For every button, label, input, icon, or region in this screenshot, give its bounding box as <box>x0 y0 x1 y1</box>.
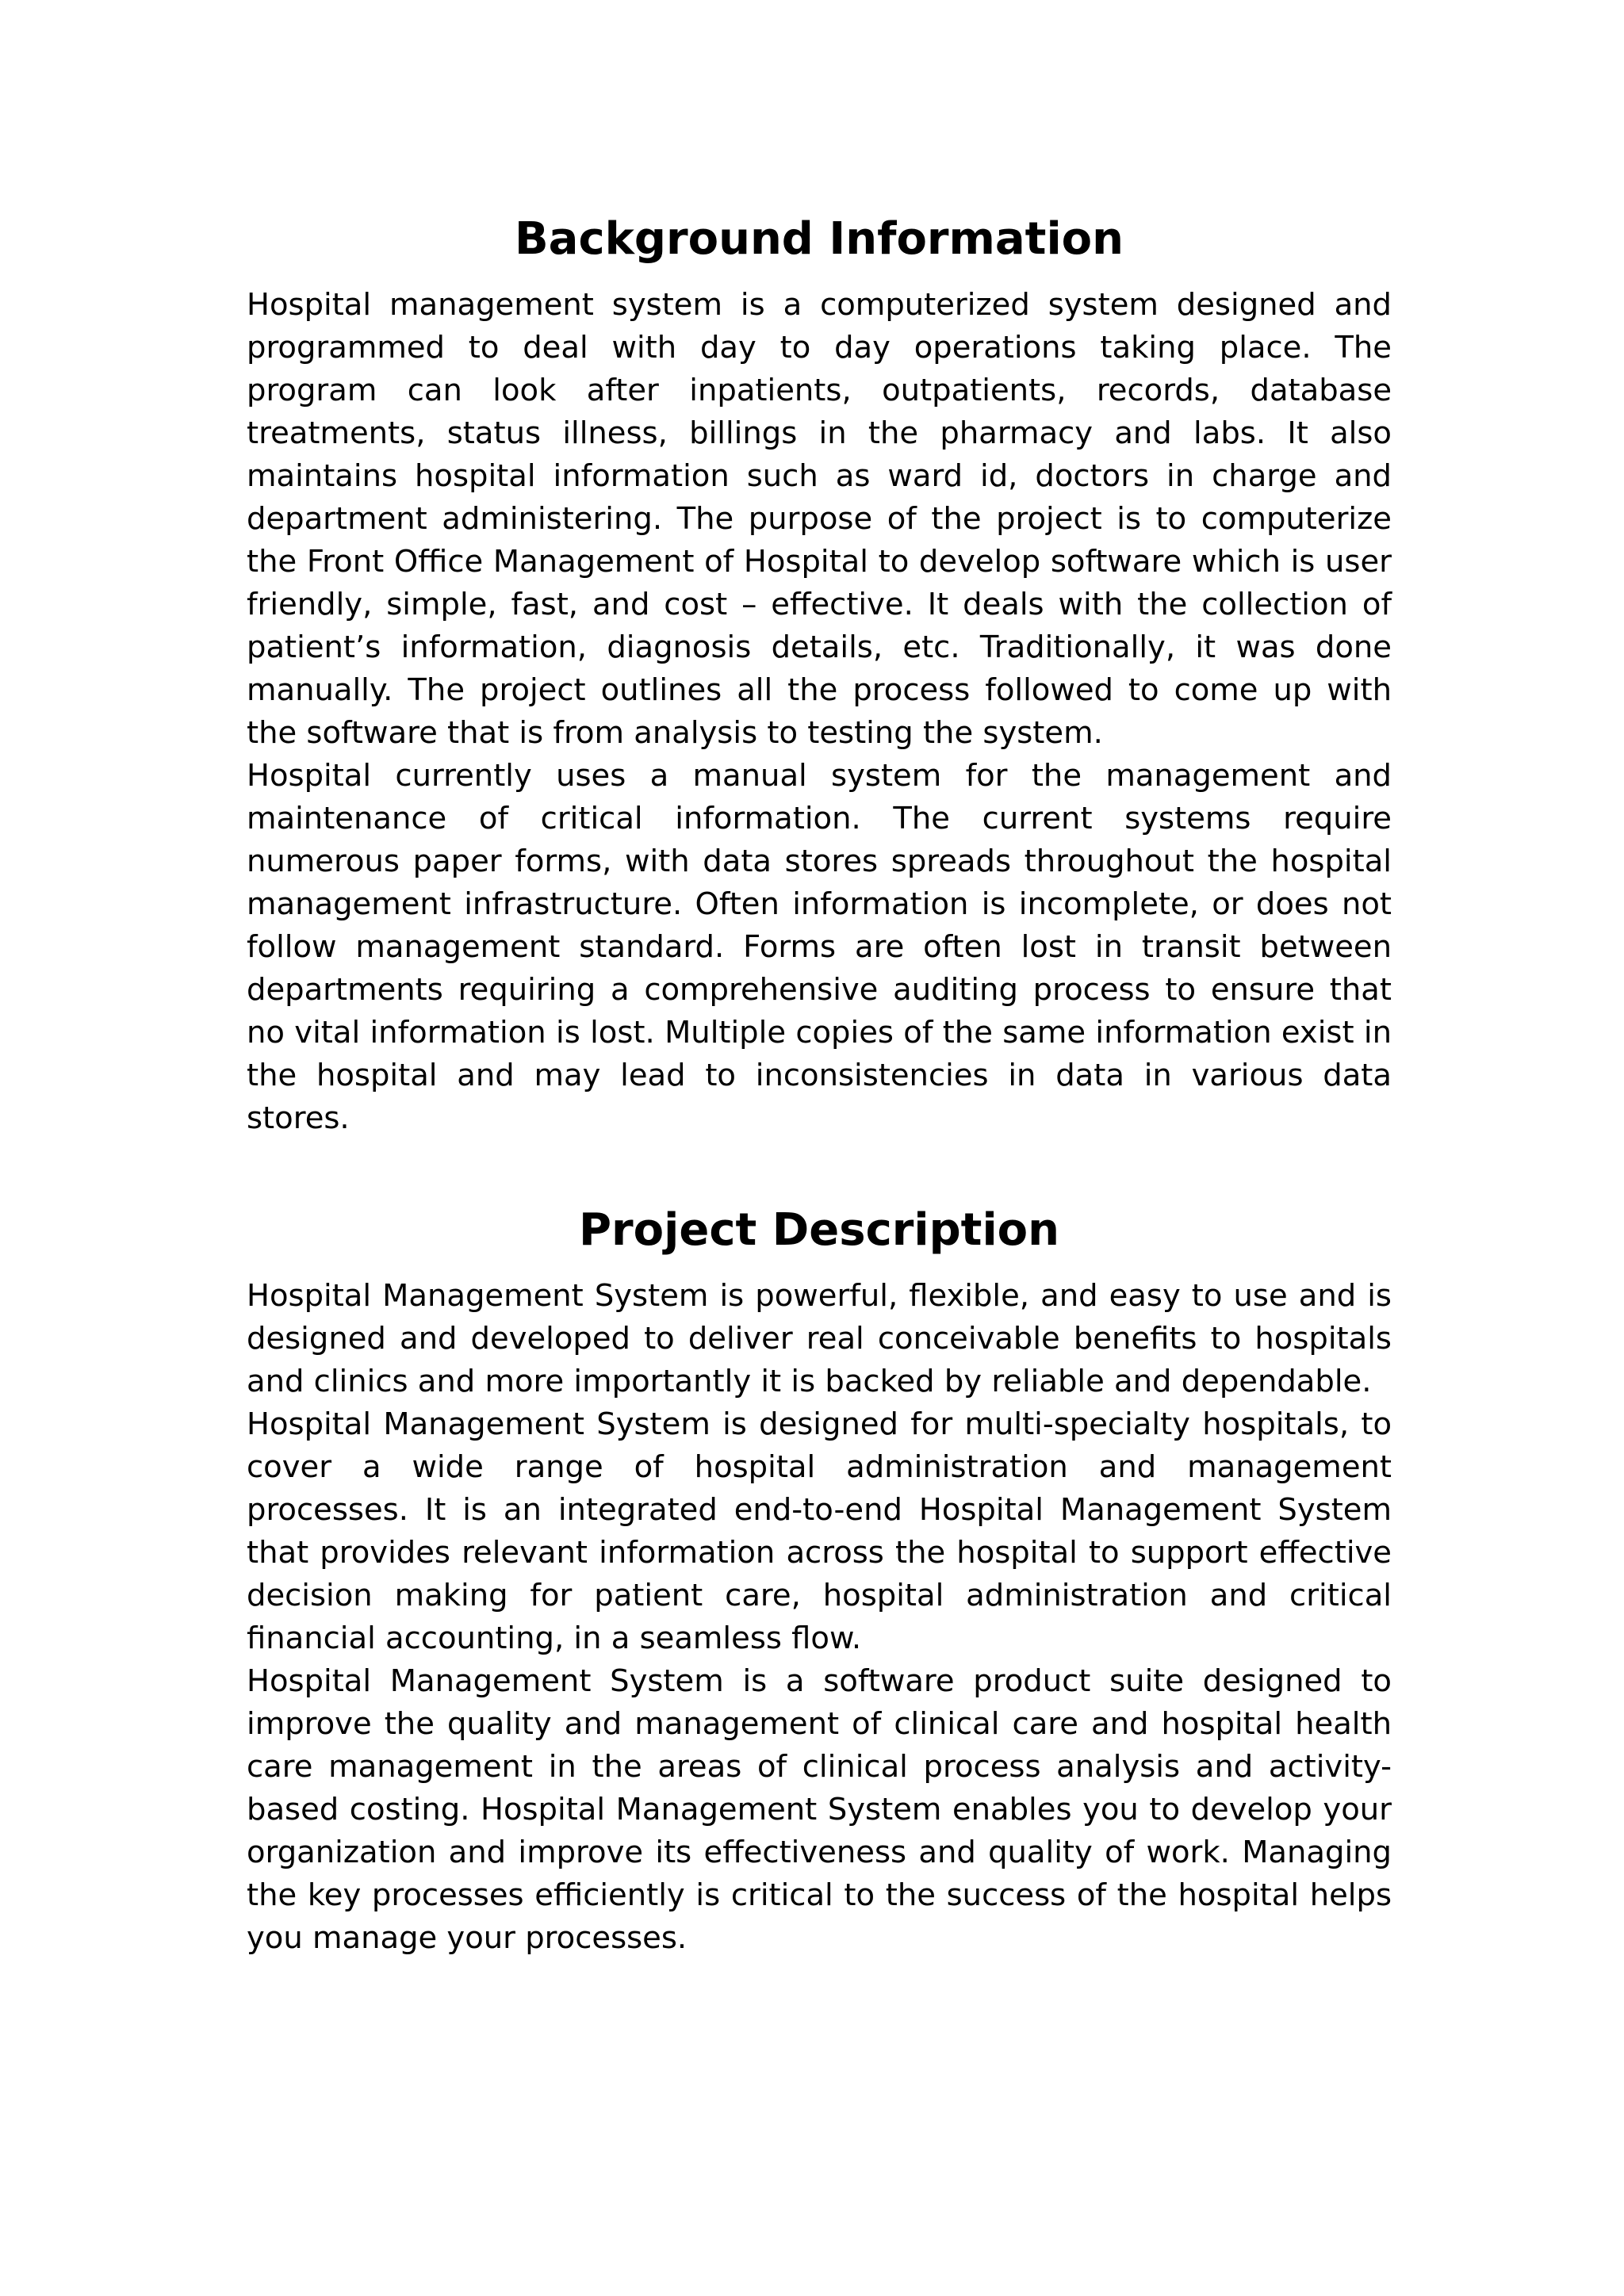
section-title-project-description: Project Description <box>579 1204 1059 1256</box>
document-page <box>247 208 1392 1960</box>
background-paragraph-2: Hospital currently uses a manual system for the management and maintenance of critical information. The current systems require numerous paper forms, with data stores spreads throughout the hospital management infrastructure. Often information is incomplete, or does not follow management standard. Forms are often lost in transit between departments requiring a comprehensive auditing process to ensure that no vital information is lost. Multiple copies of the same information exist in the hospital and may lead to inconsistencies in data in various data stores. <box>247 758 1392 1136</box>
project-paragraph-3: Hospital Management System is a software product suite designed to improve the quality and management of clinical care and hospital health care management in the areas of clinical process analysis and activity-based costing. Hospital Management System enables you to develop your organization and improve its effectiveness and quality of work. Managing the key processes efficiently is critical to the success of the hospital helps you manage your processes. <box>247 1663 1392 1956</box>
section-spacer <box>247 1140 1392 1199</box>
project-paragraph-2: Hospital Management System is designed for multi-specialty hospitals, to cover a wide range of hospital administration and management processes. It is an integrated end-to-end Hospital Management System that provides relevant information across the hospital to support effective decision making for patient care, hospital administration and critical financial accounting, in a seamless flow. <box>247 1406 1392 1656</box>
section-title-background: Background Information <box>514 213 1124 265</box>
project-paragraph-1: Hospital Management System is powerful, flexible, and easy to use and is designed and developed to deliver real conceivable benefits to hospitals and clinics and more importantly it is backed by reliable and dependable. <box>247 1278 1392 1399</box>
background-paragraph-1: Hospital management system is a computerized system designed and programmed to deal with day to day operations taking place. The program can look after inpatients, outpatients, records, database treatments, status illness, billings in the pharmacy and labs. It also maintains hospital information such as ward id, doctors in charge and department administering. The purpose of the project is to computerize the Front Office Management of Hospital to develop software which is user friendly, simple, fast, and cost – effective. It deals with the collection of patient’s information, diagnosis details, etc. Traditionally, it was done manually. The project outlines all the process followed to come up with the software that is from analysis to testing the system. <box>247 287 1392 751</box>
